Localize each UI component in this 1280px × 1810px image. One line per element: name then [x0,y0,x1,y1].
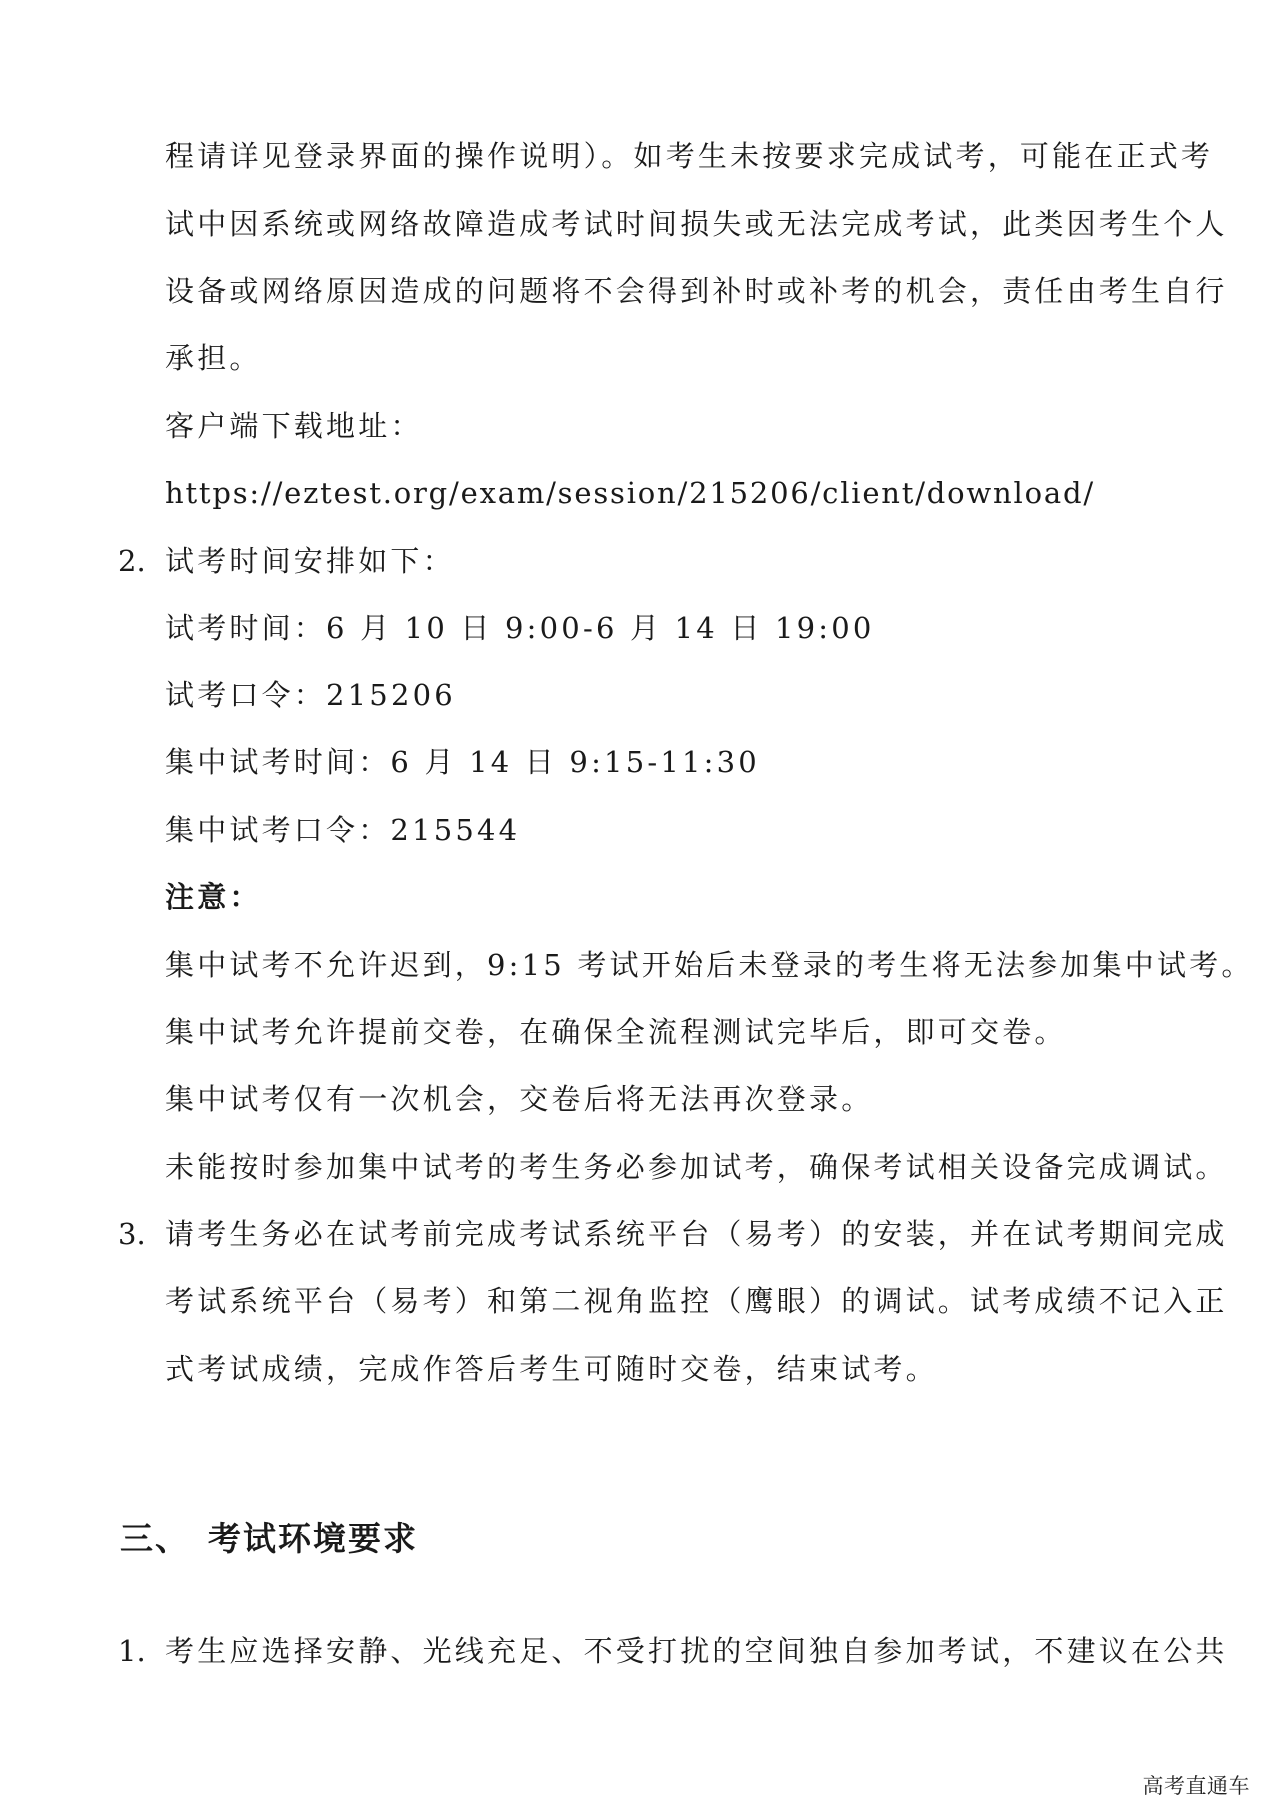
schedule-line: 试考时间：6 月 10 日 9:00-6 月 14 日 19:00 [165,611,875,645]
note-line: 集中试考允许提前交卷，在确保全流程测试完毕后，即可交卷。 [165,1015,1067,1049]
note-title: 注意： [165,880,262,914]
watermark-text: 高考直通车 [1142,1774,1250,1798]
paragraph-line: 考生应选择安静、光线充足、不受打扰的空间独自参加考试，不建议在公共 [165,1634,1228,1668]
paragraph-line: 设备或网络原因造成的问题将不会得到补时或补考的机会，责任由考生自行 [165,274,1228,308]
section-heading: 考试环境要求 [208,1519,418,1558]
section-number: 三、 [120,1519,190,1558]
note-line: 未能按时参加集中试考的考生务必参加试考，确保考试相关设备完成调试。 [165,1150,1228,1184]
schedule-line: 集中试考口令：215544 [165,813,521,847]
list-number: 1. [118,1634,146,1668]
paragraph-line: 试中因系统或网络故障造成考试时间损失或无法完成考试，此类因考生个人 [165,207,1228,241]
item-title: 试考时间安排如下： [165,544,455,578]
download-url: https://eztest.org/exam/session/215206/client/download/ [165,476,1095,510]
paragraph-line: 请考生务必在试考前完成考试系统平台（易考）的安装，并在试考期间完成 [165,1217,1228,1251]
download-label: 客户端下载地址： [165,409,423,443]
list-number: 3. [118,1217,146,1251]
schedule-line: 试考口令：215206 [165,678,456,712]
note-line: 集中试考仅有一次机会，交卷后将无法再次登录。 [165,1082,874,1116]
schedule-line: 集中试考时间：6 月 14 日 9:15-11:30 [165,745,760,779]
note-line: 集中试考不允许迟到，9:15 考试开始后未登录的考生将无法参加集中试考。 [165,948,1254,982]
paragraph-line: 程请详见登录界面的操作说明）。如考生未按要求完成试考，可能在正式考 [165,139,1214,173]
paragraph-line: 承担。 [165,341,262,375]
list-number: 2. [118,544,146,578]
paragraph-line: 式考试成绩，完成作答后考生可随时交卷，结束试考。 [165,1352,938,1386]
paragraph-line: 考试系统平台（易考）和第二视角监控（鹰眼）的调试。试考成绩不记入正 [165,1284,1228,1318]
